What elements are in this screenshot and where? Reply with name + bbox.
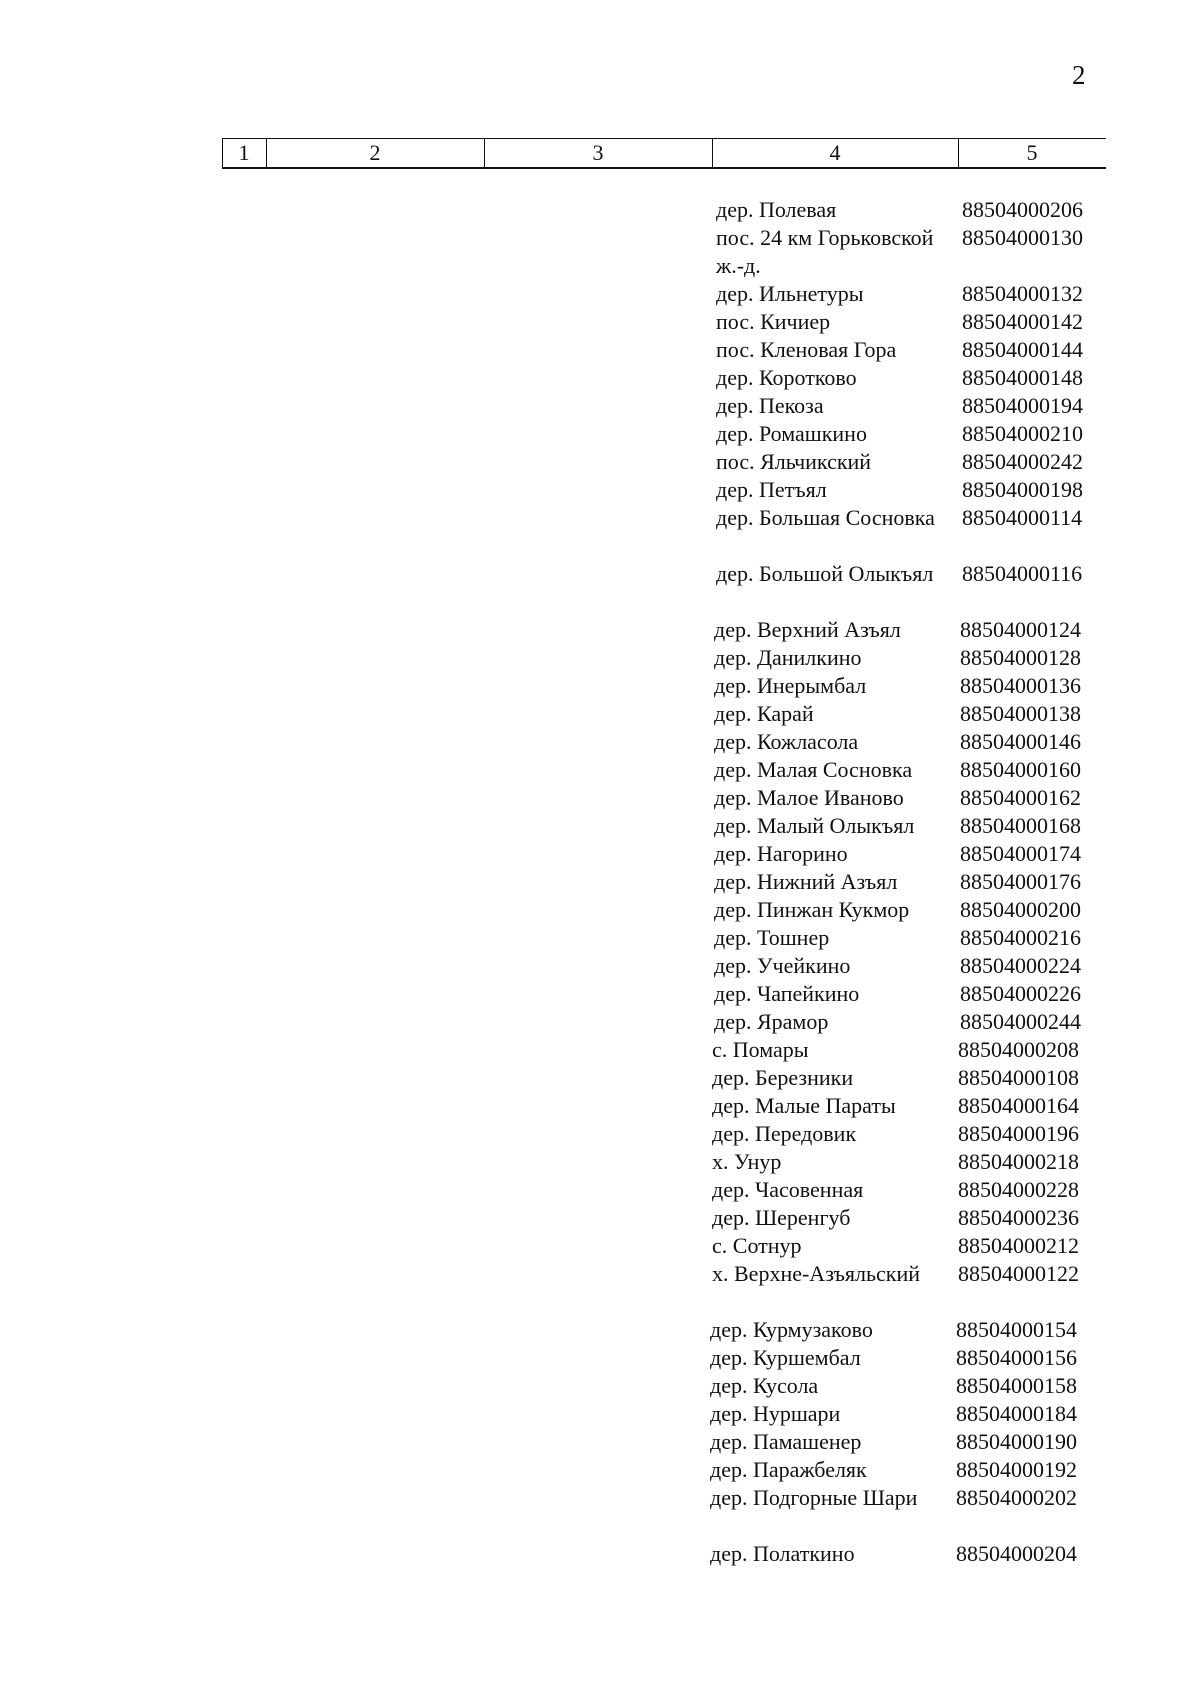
settlement-name: пос. Кленовая Гора (716, 337, 897, 362)
settlement-name: дер. Большая Сосновка (716, 505, 935, 530)
header-cell-3: 3 (592, 140, 604, 165)
settlement-code: 88504000148 (962, 365, 1083, 390)
settlement-name: пос. 24 км Горьковской ж.-д. (716, 225, 934, 278)
table-row (0, 336, 1200, 364)
settlement-name: дер. Пекоза (716, 393, 824, 418)
settlement-code: 88504000196 (958, 1121, 1079, 1146)
settlement-name: дер. Часовенная (712, 1177, 864, 1202)
settlement-name: дер. Малое Иваново (714, 785, 904, 810)
settlement-code: 88504000144 (962, 337, 1083, 362)
table-row (0, 980, 1200, 1008)
settlement-code: 88504000194 (962, 393, 1083, 418)
table-row (0, 1372, 1200, 1400)
table-row (0, 1120, 1200, 1148)
settlement-name: х. Унур (712, 1149, 782, 1174)
settlement-code: 88504000204 (956, 1541, 1077, 1566)
table-row (0, 812, 1200, 840)
settlement-name: дер. Верхний Азъял (714, 617, 901, 642)
settlement-name: дер. Пинжан Кукмор (714, 897, 910, 922)
table-row (0, 364, 1200, 392)
settlement-code: 88504000158 (956, 1373, 1077, 1398)
settlement-name: дер. Петъял (716, 477, 827, 502)
settlement-name: дер. Березники (712, 1065, 854, 1090)
settlement-code: 88504000156 (956, 1345, 1077, 1370)
table-row (0, 420, 1200, 448)
settlement-name: дер. Передовик (712, 1121, 857, 1146)
settlement-code: 88504000124 (960, 617, 1081, 642)
settlement-code: 88504000228 (958, 1177, 1079, 1202)
settlement-code: 88504000216 (960, 925, 1081, 950)
settlement-name: дер. Нижний Азъял (714, 869, 898, 894)
settlement-code: 88504000162 (960, 785, 1081, 810)
settlement-code: 88504000206 (962, 197, 1083, 222)
settlement-name: дер. Курмузаково (710, 1317, 873, 1342)
settlement-name: дер. Данилкино (714, 645, 862, 670)
table-row (0, 1456, 1200, 1484)
table-row (0, 1400, 1200, 1428)
settlement-name: дер. Памашенер (710, 1429, 862, 1454)
settlement-code: 88504000198 (962, 477, 1083, 502)
settlement-code: 88504000164 (958, 1093, 1079, 1118)
settlement-name: дер. Ильнетуры (716, 281, 864, 306)
table-row (0, 1232, 1200, 1260)
settlement-name: с. Помары (712, 1037, 809, 1062)
settlement-name: дер. Малые Параты (712, 1093, 896, 1118)
settlement-code: 88504000136 (960, 673, 1081, 698)
settlement-code: 88504000242 (962, 449, 1083, 474)
table-row (0, 1036, 1200, 1064)
settlement-name: дер. Малая Сосновка (714, 757, 913, 782)
settlement-name: дер. Чапейкино (714, 981, 860, 1006)
table-row (0, 448, 1200, 476)
table-row (0, 952, 1200, 980)
table-row (0, 224, 1200, 280)
table-row (0, 1428, 1200, 1456)
settlement-code: 88504000176 (960, 869, 1081, 894)
table-row (0, 644, 1200, 672)
table-row (0, 196, 1200, 224)
table-row (0, 1316, 1200, 1344)
settlement-name: дер. Полаткино (710, 1541, 855, 1566)
settlement-name: дер. Малый Олыкъял (714, 813, 915, 838)
table-row (0, 1484, 1200, 1540)
page-number: 2 (1072, 60, 1086, 90)
settlement-list (0, 196, 1200, 1568)
settlement-code: 88504000174 (960, 841, 1081, 866)
settlement-name: дер. Инерымбал (714, 673, 867, 698)
header-cell-1: 1 (238, 140, 250, 165)
header-cell-5: 5 (1026, 140, 1038, 165)
settlement-code: 88504000212 (958, 1233, 1079, 1258)
table-row (0, 896, 1200, 924)
settlement-name: дер. Тошнер (714, 925, 830, 950)
settlement-code: 88504000168 (960, 813, 1081, 838)
settlement-code: 88504000132 (962, 281, 1083, 306)
settlement-name: с. Сотнур (712, 1233, 802, 1258)
settlement-code: 88504000184 (956, 1401, 1077, 1426)
table-row (0, 868, 1200, 896)
settlement-name: дер. Коротково (716, 365, 857, 390)
settlement-name: дер. Ромашкино (716, 421, 867, 446)
table-row (0, 924, 1200, 952)
settlement-name: дер. Кожласола (714, 729, 859, 754)
settlement-code: 88504000218 (958, 1149, 1079, 1174)
settlement-code: 88504000122 (958, 1261, 1079, 1286)
settlement-code: 88504000224 (960, 953, 1081, 978)
settlement-code: 88504000146 (960, 729, 1081, 754)
table-row (0, 504, 1200, 560)
table-row (0, 1092, 1200, 1120)
settlement-code: 88504000210 (962, 421, 1083, 446)
settlement-name: дер. Карай (714, 701, 814, 726)
settlement-code: 88504000200 (960, 897, 1081, 922)
table-row (0, 1344, 1200, 1372)
settlement-code: 88504000130 (962, 225, 1083, 250)
settlement-code: 88504000108 (958, 1065, 1079, 1090)
settlement-code: 88504000208 (958, 1037, 1079, 1062)
table-row (0, 560, 1200, 616)
settlement-code: 88504000190 (956, 1429, 1077, 1454)
header-cell-4: 4 (829, 140, 841, 165)
table-row (0, 1204, 1200, 1232)
settlement-name: дер. Паражбеляк (710, 1457, 867, 1482)
settlement-code: 88504000236 (958, 1205, 1079, 1230)
settlement-code: 88504000244 (960, 1009, 1081, 1034)
table-row (0, 1148, 1200, 1176)
table-row (0, 672, 1200, 700)
settlement-name: дер. Куршембал (710, 1345, 861, 1370)
header-cell-2: 2 (369, 140, 381, 165)
settlement-code: 88504000154 (956, 1317, 1077, 1342)
settlement-name: дер. Полевая (716, 197, 837, 222)
table-row (0, 1008, 1200, 1036)
settlement-code: 88504000160 (960, 757, 1081, 782)
table-row (0, 280, 1200, 308)
table-header (222, 138, 1106, 168)
settlement-name: х. Верхне-Азъяльский (712, 1261, 921, 1286)
table-row (0, 1260, 1200, 1316)
settlement-code: 88504000192 (956, 1457, 1077, 1482)
table-row (0, 392, 1200, 420)
table-row (0, 616, 1200, 644)
table-row (0, 476, 1200, 504)
table-row (0, 840, 1200, 868)
settlement-name: дер. Учейкино (714, 953, 851, 978)
table-row (0, 308, 1200, 336)
settlement-name: пос. Кичиер (716, 309, 831, 334)
settlement-code: 88504000226 (960, 981, 1081, 1006)
table-row (0, 700, 1200, 728)
table-row (0, 728, 1200, 756)
settlement-name: дер. Нагорино (714, 841, 848, 866)
settlement-code: 88504000202 (956, 1485, 1077, 1510)
settlement-code: 88504000142 (962, 309, 1083, 334)
table-row (0, 756, 1200, 784)
settlement-name: пос. Яльчикский (716, 449, 872, 474)
settlement-code: 88504000138 (960, 701, 1081, 726)
table-row (0, 1176, 1200, 1204)
settlement-name: дер. Шеренгуб (712, 1205, 851, 1230)
settlement-code: 88504000116 (962, 561, 1083, 586)
settlement-code: 88504000128 (960, 645, 1081, 670)
settlement-name: дер. Подгорные Шари (710, 1485, 918, 1510)
settlement-name: дер. Большой Олыкъял (716, 561, 934, 586)
table-row (0, 784, 1200, 812)
table-row (0, 1064, 1200, 1092)
settlement-name: дер. Кусола (710, 1373, 819, 1398)
settlement-code: 88504000114 (962, 505, 1083, 530)
settlement-name: дер. Ярамор (714, 1009, 829, 1034)
table-row (0, 1540, 1200, 1568)
settlement-name: дер. Нуршари (710, 1401, 841, 1426)
